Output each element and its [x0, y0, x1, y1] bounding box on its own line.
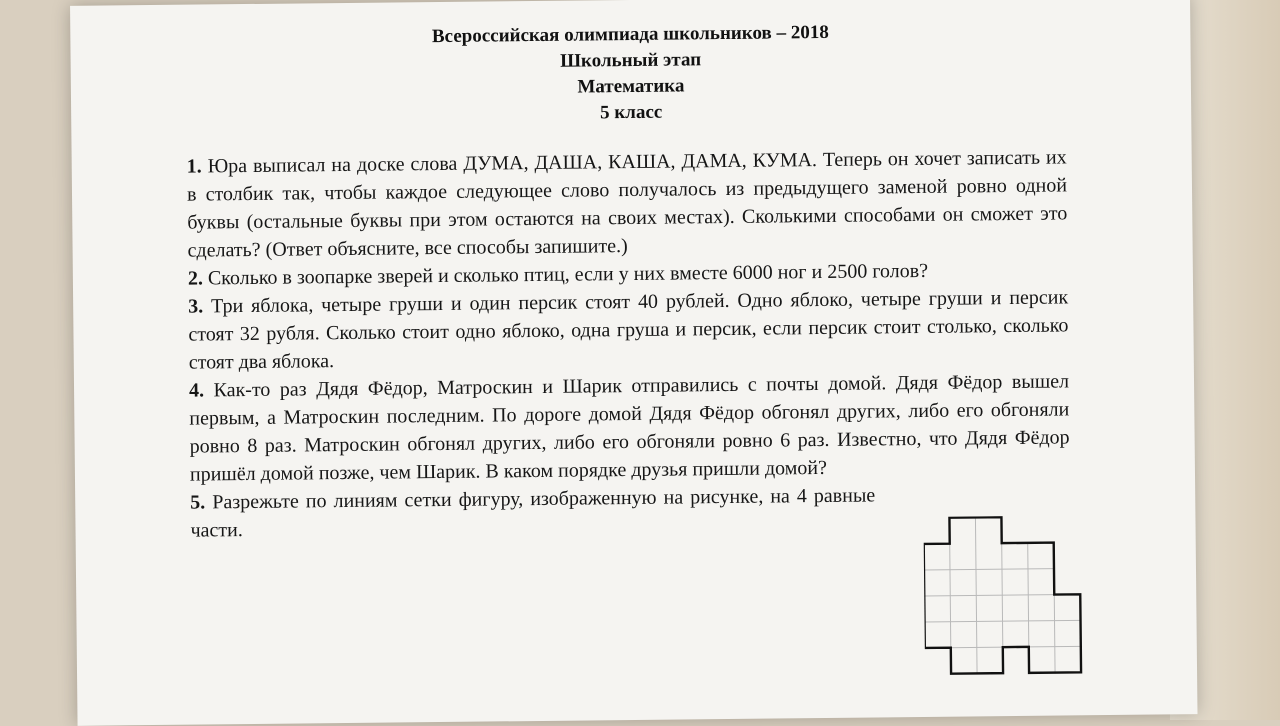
problem-text: Разрежьте по линиям сетки фигуру, изображенную на рисунке, на 4 равные части. [190, 484, 876, 542]
problem-5 [190, 481, 876, 544]
problem-text: Сколько в зоопарке зверей и сколько птиц, если у них вместе 6000 ног и 2500 голов? [207, 259, 929, 290]
problem-number: 3. [188, 295, 204, 318]
problem-text: Как-то раз Дядя Фёдор, Матроскин и Шарик отправились с почты домой. Дядя Фёдор вышел первым, а Матроскин последним. По дороге домой Дядя Фёдор обгонял других, либо его обгоняли ровно 8 раз. Матроскин обгонял других, либо его обгоняли ровно 6 раз. Известно, что Дядя Фёдор пришёл домой позже, чем Шарик. В каком порядке друзья пришли домой? [189, 370, 1070, 486]
stage-title: Школьный этап [560, 49, 702, 72]
problem-text: Три яблока, четыре груши и один персик стоят 40 рублей. Одно яблоко, четыре груши и персик стоят 32 рубля. Сколько стоит одно яблоко, одна груша и персик, если персик стоит столько, сколько стоят два яблока. [188, 286, 1069, 374]
grid-figure-svg [923, 515, 1095, 677]
grid-figure [923, 515, 1095, 682]
problem-4 [189, 367, 1070, 488]
problem-number: 2. [187, 267, 204, 290]
problem-1 [187, 143, 1068, 264]
problem-3 [188, 283, 1069, 376]
document-header [70, 16, 1191, 132]
problem-number: 4. [188, 379, 205, 402]
grade-title: 5 класс [599, 101, 663, 124]
problem-number: 1. [186, 155, 202, 178]
problem-text: Юра выписал на доске слова ДУМА, ДАША, КАША, ДАМА, КУМА. Теперь он хочет записать их в столбик так, чтобы каждое следующее слово получалось из предыдущего заменой ровно одной буквы (остальные буквы при этом остаются на своих местах). Сколькими способами он сможет это сделать? (Ответ объясните, все способы запишите.) [186, 146, 1068, 262]
olympiad-title: Всероссийская олимпиада школьников – 2018 [431, 21, 829, 48]
problem-number: 5. [190, 491, 206, 514]
subject-title: Математика [577, 75, 685, 98]
paper-sheet [70, 0, 1197, 726]
problems-list [187, 143, 1071, 544]
